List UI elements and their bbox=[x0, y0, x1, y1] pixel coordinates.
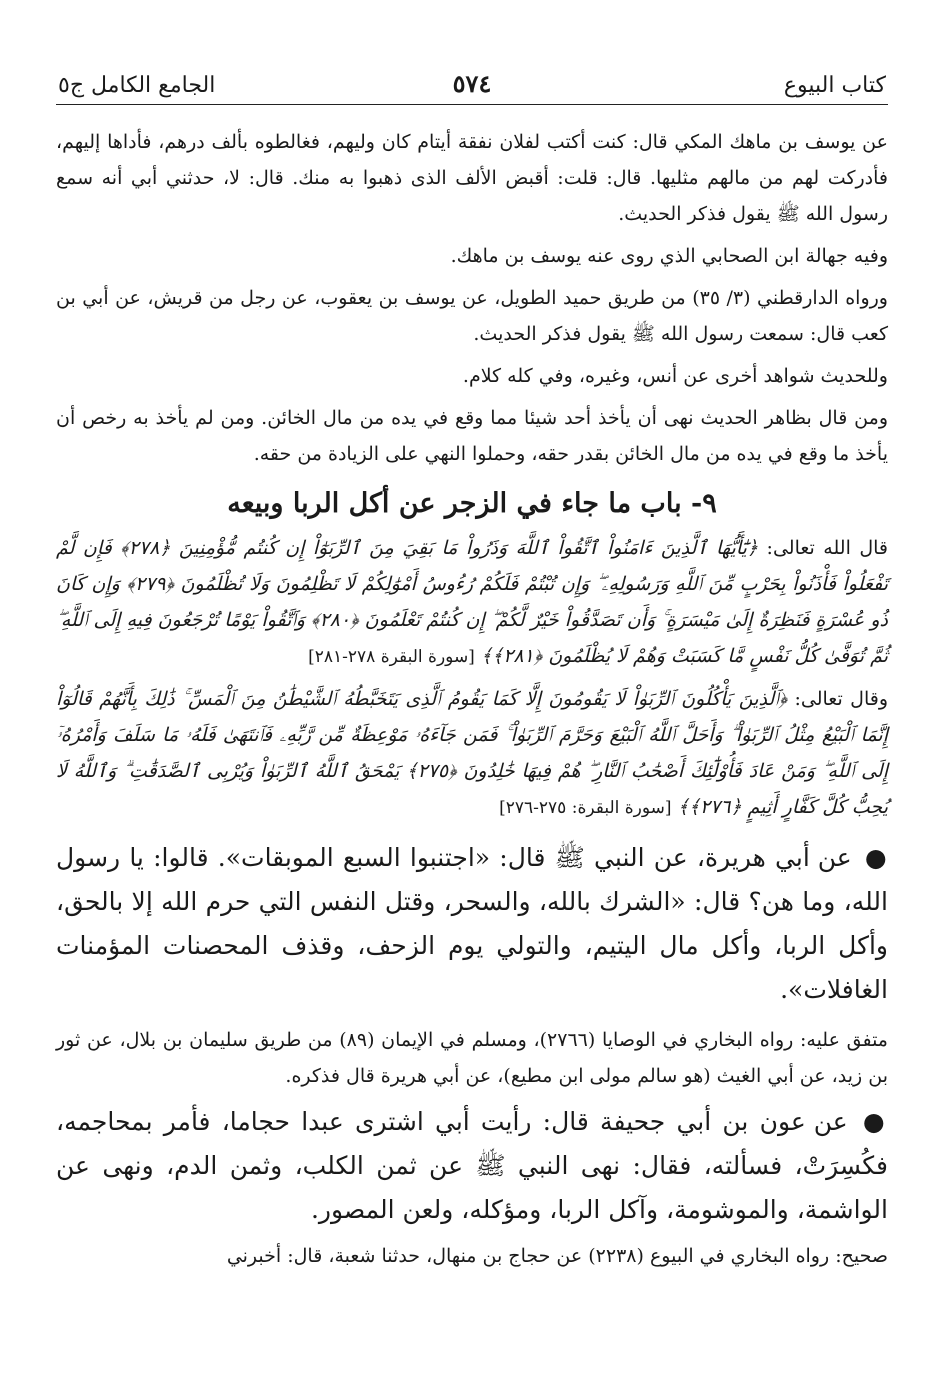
hadith-awn-ibn-abi-juhayfa bbox=[56, 1100, 888, 1232]
quran-verses: ﴿يَٰٓأَيُّهَا ٱلَّذِينَ ءَامَنُواْ ٱتَّقُواْ ٱللَّهَ وَذَرُواْ مَا بَقِيَ مِنَ ٱلرِّبَوٰٓاْ إِن كُنتُم مُّؤْمِنِينَ ﴿٢٧٨﴾ فَإِن لَّمْ تَفْعَلُواْ فَأْذَنُواْ بِحَرْبٍ مِّنَ ٱللَّهِ وَرَسُولِهِۦ ۖ وَإِن تُبْتُمْ فَلَكُمْ رُءُوسُ أَمْوَٰلِكُمْ لَا تَظْلِمُونَ وَلَا تُظْلَمُونَ ﴿٢٧٩﴾ وَإِن كَانَ ذُو عُسْرَةٍ فَنَظِرَةٌ إِلَىٰ مَيْسَرَةٍ ۚ وَأَن تَصَدَّقُواْ خَيْرٌ لَّكُمْ ۖ إِن كُنتُمْ تَعْلَمُونَ ﴿٢٨٠﴾ وَٱتَّقُواْ يَوْمًا تُرْجَعُونَ فِيهِ إِلَى ٱللَّهِ ۖ ثُمَّ تُوَفَّىٰ كُلُّ نَفْسٍ مَّا كَسَبَتْ وَهُمْ لَا يُظْلَمُونَ ﴿٢٨١﴾﴾ bbox=[56, 537, 888, 667]
paragraph-daraqutni: ورواه الدارقطني (٣/ ٣٥) من طريق حميد الطويل، عن يوسف بن يعقوب، عن رجل من قريش، عن أبي بن كعب قال: سمعت رسول الله ﷺ يقول فذكر الحديث. bbox=[56, 287, 888, 345]
surah-reference: [سورة البقرة ٢٧٨-٢٨١] bbox=[308, 647, 475, 667]
book-volume-title: الجامع الكامل ج٥ bbox=[58, 73, 216, 98]
quran-verses: ﴿ٱلَّذِينَ يَأْكُلُونَ ٱلرِّبَوٰاْ لَا يَقُومُونَ إِلَّا كَمَا يَقُومُ ٱلَّذِى يَتَخَبَّطُهُ ٱلشَّيْطَٰنُ مِنَ ٱلْمَسِّ ۚ ذَٰلِكَ بِأَنَّهُمْ قَالُوٓاْ إِنَّمَا ٱلْبَيْعُ مِثْلُ ٱلرِّبَوٰاْ ۗ وَأَحَلَّ ٱللَّهُ ٱلْبَيْعَ وَحَرَّمَ ٱلرِّبَوٰاْ ۚ فَمَن جَآءَهُۥ مَوْعِظَةٌ مِّن رَّبِّهِۦ فَٱنتَهَىٰ فَلَهُۥ مَا سَلَفَ وَأَمْرُهُۥٓ إِلَى ٱللَّهِ ۖ وَمَنْ عَادَ فَأُوْلَٰٓئِكَ أَصْحَٰبُ ٱلنَّارِ ۖ هُمْ فِيهَا خَٰلِدُونَ ﴿٢٧٥﴾ يَمْحَقُ ٱللَّهُ ٱلرِّبَوٰاْ وَيُرْبِى ٱلصَّدَقَٰتِ ۗ وَٱللَّهُ لَا يُحِبُّ كُلَّ كَفَّارٍ أَثِيمٍ ﴿٢٧٦﴾﴾ bbox=[56, 688, 888, 818]
quran-intro: قال الله تعالى: bbox=[766, 537, 889, 559]
paragraph-yusuf-ibn-mahak: عن يوسف بن ماهك المكي قال: كنت أكتب لفلان نفقة أيتام كان وليهم، فغالطوه بألف درهم، فأداها إليهم، فأدركت لهم من مالهم مثليها. قال: قلت: أقبض الألف الذى ذهبوا به منك. قال: لا، حدثني أبي أنه سمع رسول الله ﷺ يقول فذكر الحديث. bbox=[56, 131, 888, 225]
hadith-takhrij-note: متفق عليه: رواه البخاري في الوصايا (٢٧٦٦)، ومسلم في الإيمان (٨٩) من طريق سليمان بن بلال، عن ثور بن زيد، عن أبي الغيث (هو سالم مولى ابن مطيع)، عن أبي هريرة قال فذكره. bbox=[56, 1029, 888, 1087]
hadith-text: عن أبي هريرة، عن النبي ﷺ قال: «اجتنبوا السبع الموبقات». قالوا: يا رسول الله، وما هن؟ قال: «الشرك بالله، والسحر، وقتل النفس التي حرم الله إلا بالحق، وأكل الربا، وأكل مال اليتيم، والتولي يوم الزحف، وقذف المحصنات المؤمنات الغافلات». bbox=[56, 843, 888, 1004]
page-body bbox=[56, 124, 888, 1274]
quran-passage-2 bbox=[56, 681, 888, 826]
paragraph-narrator-note: وفيه جهالة ابن الصحابي الذي روى عنه يوسف بن ماهك. bbox=[450, 245, 888, 267]
quran-intro: وقال تعالى: bbox=[794, 688, 888, 710]
hadith-text: عن عون بن أبي جحيفة قال: رأيت أبي اشترى عبدا حجاما، فأمر بمحاجمه، فكُسِرَتْ، فسألته، فقال: نهى النبي ﷺ عن ثمن الكلب، وثمن الدم، ونهى عن الواشمة، والموشومة، وآكل الربا، ومؤكله، ولعن المصور. bbox=[56, 1107, 888, 1224]
paragraph-fiqh-opinion: ومن قال بظاهر الحديث نهى أن يأخذ أحد شيئا مما وقع في يده من مال الخائن. ومن لم يأخذ به رخص أن يأخذ ما وقع في يده من مال الخائن بقدر حقه، وحملوا النهي على الزيادة من حقه. bbox=[56, 407, 888, 465]
paragraph-supporting-reports: وللحديث شواهد أخرى عن أنس، وغيره، وفي كله كلام. bbox=[462, 365, 888, 387]
surah-reference: [سورة البقرة: ٢٧٥-٢٧٦] bbox=[499, 798, 672, 818]
book-section-title: كتاب البيوع bbox=[783, 73, 886, 98]
bullet-icon: ● bbox=[864, 843, 888, 872]
hadith-takhrij-note: صحيح: رواه البخاري في البيوع (٢٢٣٨) عن حجاج بن منهال، حدثنا شعبة، قال: أخبرني bbox=[226, 1245, 888, 1267]
header-divider bbox=[56, 104, 888, 105]
bullet-icon: ● bbox=[862, 1107, 888, 1136]
page-header bbox=[58, 62, 886, 98]
chapter-heading: ٩- باب ما جاء في الزجر عن أكل الربا وبيعه bbox=[227, 488, 717, 519]
page-number: ٥٧٤ bbox=[452, 69, 492, 98]
hadith-abu-hurayra bbox=[56, 836, 888, 1012]
quran-passage-1 bbox=[56, 530, 888, 675]
